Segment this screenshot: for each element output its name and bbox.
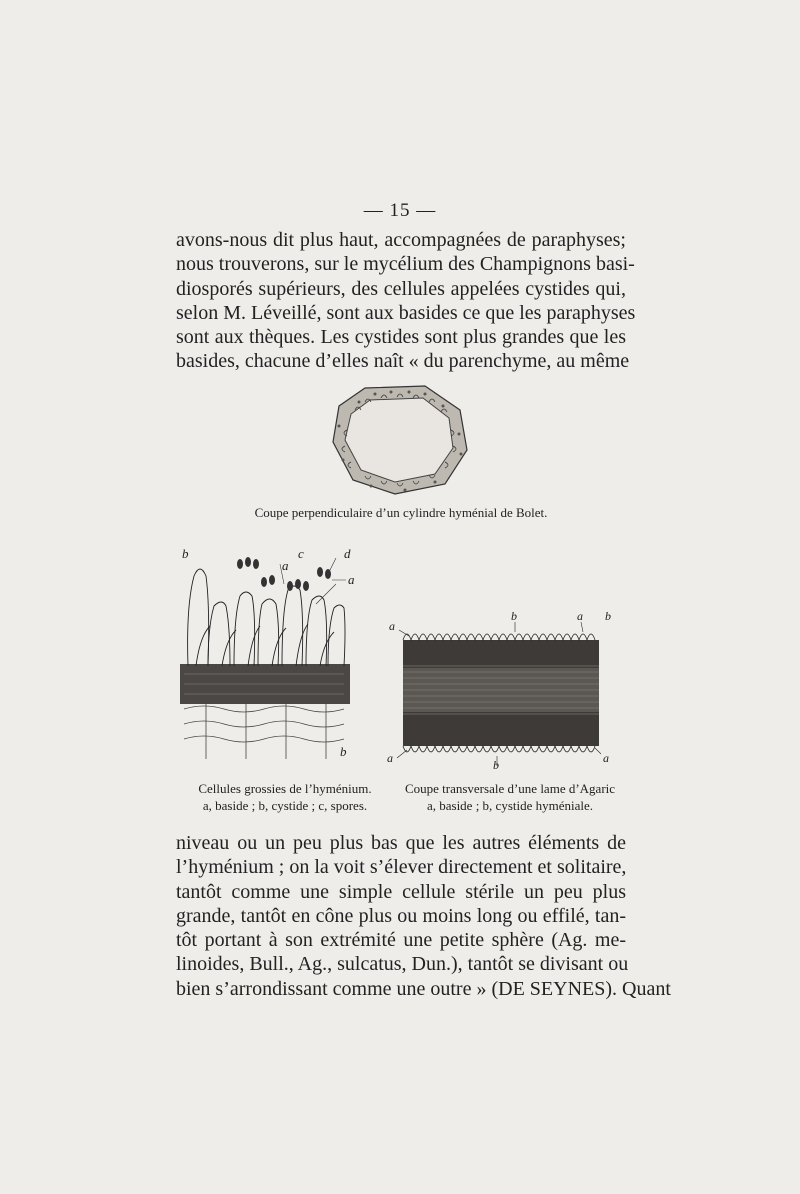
agaric-label: b — [511, 609, 517, 623]
text-line: l’hyménium ; on la voit s’élever directement et solitaire, — [176, 856, 627, 879]
hymenium-cells-illustration — [176, 544, 376, 769]
agaric-label: b — [493, 758, 499, 771]
hymenium-label: c — [298, 546, 304, 561]
bolet-cylinder-illustration — [325, 380, 475, 498]
text-line: tôt portant à son extrémité une petite sphère (Ag. me- — [176, 929, 626, 952]
hymenium-label: a — [282, 558, 289, 573]
text-line: selon M. Léveillé, sont aux basides ce que les paraphyses — [176, 301, 636, 324]
hymenium-label: a — [348, 572, 355, 587]
agaric-lamella-illustration — [385, 606, 615, 771]
agaric-figure-legend: a, baside ; b, cystide hyméniale. — [426, 798, 594, 813]
agaric-label: b — [605, 609, 611, 623]
text-line: grande, tantôt en cône plus ou moins long ou effilé, tan- — [176, 904, 626, 927]
agaric-label: a — [577, 609, 583, 623]
hymenium-label: d — [344, 546, 351, 561]
hymenium-figure-legend: a, baside ; b, cystide ; c, spores. — [202, 798, 368, 813]
text-line: nous trouverons, sur le mycélium des Champignons basi- — [176, 253, 635, 276]
agaric-label: a — [603, 751, 609, 765]
hymenium-label: b — [182, 546, 189, 561]
paragraph-bottom — [176, 831, 671, 1001]
hymenium-figure-caption: Cellules grossies de l’hyménium. — [198, 781, 372, 796]
text-line: bien s’arrondissant comme une outre » (DE SEYNES). Quant — [176, 977, 671, 1000]
text-line: niveau ou un peu plus bas que les autres éléments de — [176, 832, 626, 854]
bolet-figure-caption: Coupe perpendiculaire d’un cylindre hyménial de Bolet. — [254, 505, 548, 520]
text-line: tantôt comme une simple cellule stérile un peu plus — [176, 880, 626, 903]
page-number: — 15 — — [363, 200, 437, 221]
hymenium-label: b — [340, 744, 347, 759]
agaric-figure-caption: Coupe transversale d’une lame d’Agaric — [404, 781, 616, 796]
text-line: avons-nous dit plus haut, accompagnées de paraphyses; — [176, 229, 626, 251]
text-line: diosporés supérieurs, des cellules appelées cystides qui, — [176, 277, 626, 300]
paragraph-top — [176, 228, 636, 374]
text-line: linoides, Bull., Ag., sulcatus, Dun.), tantôt se divisant ou — [176, 953, 629, 976]
text-line: sont aux thèques. Les cystides sont plus grandes que les — [176, 326, 626, 349]
text-line: basides, chacune d’elles naît « du parenchyme, au même — [176, 350, 630, 373]
agaric-label: a — [389, 619, 395, 633]
agaric-label: a — [387, 751, 393, 765]
